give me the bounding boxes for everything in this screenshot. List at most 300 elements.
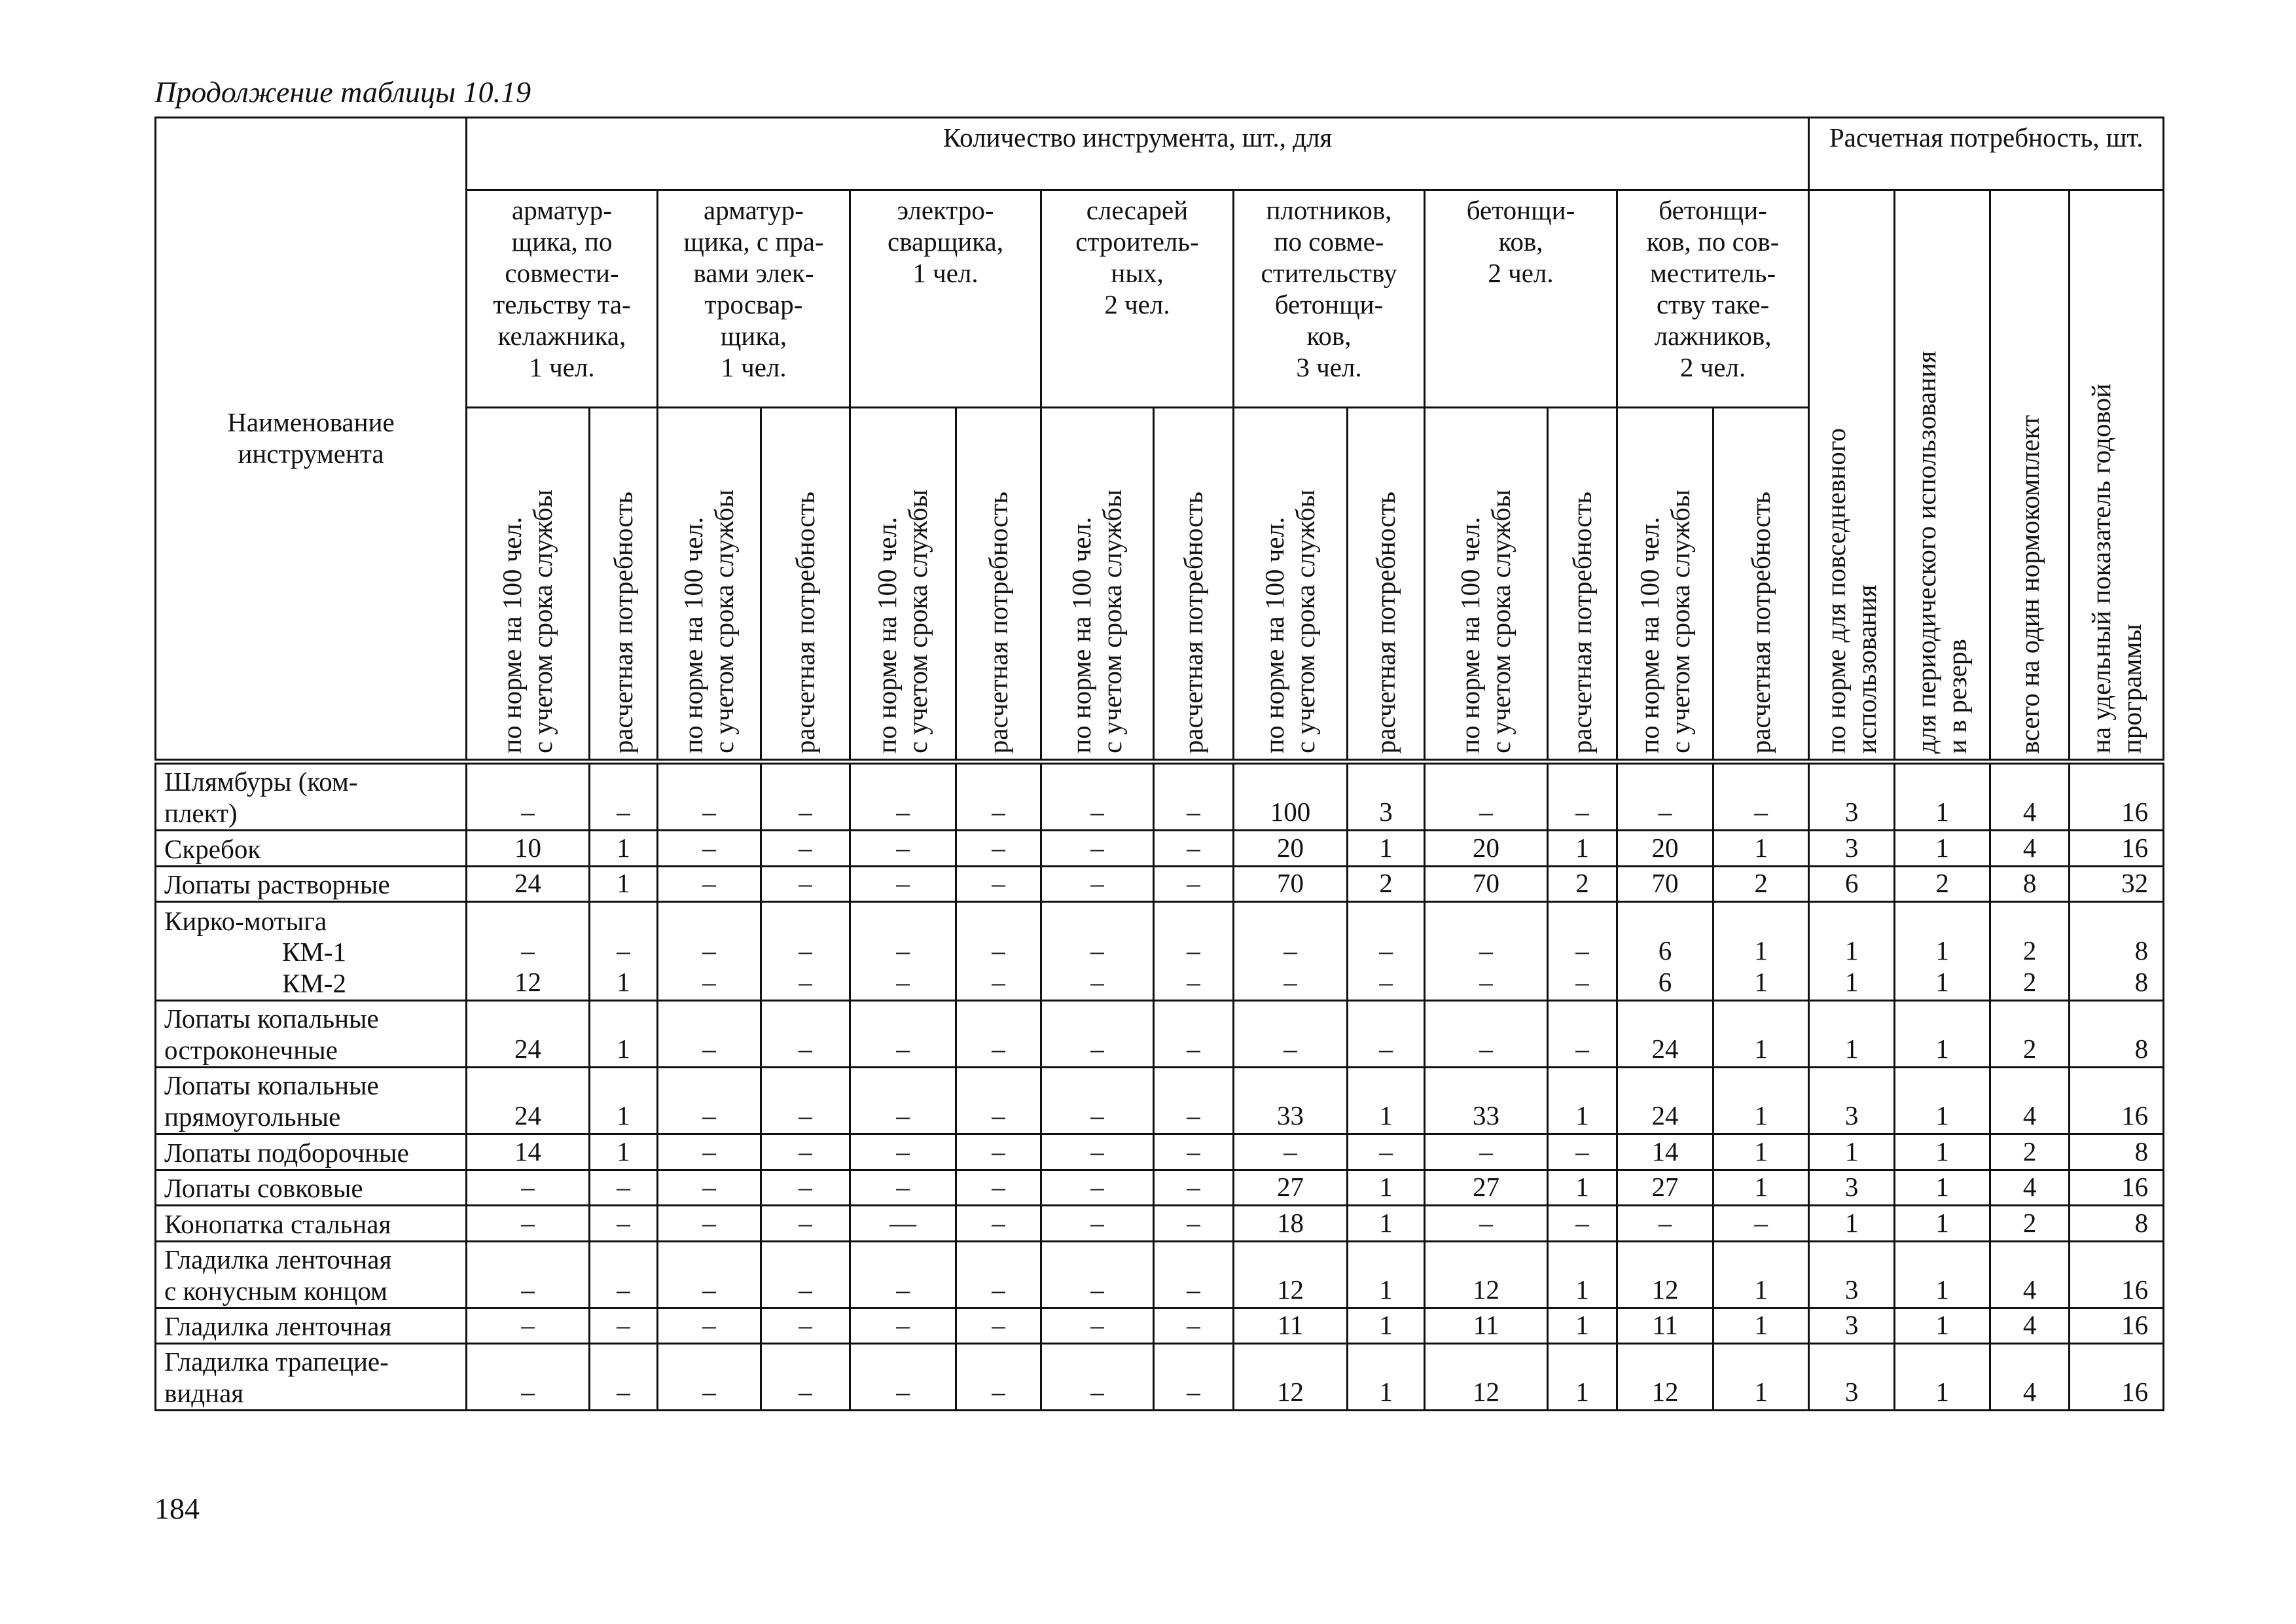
value-cell: – (1154, 1308, 1234, 1344)
value-cell: – (1425, 1206, 1548, 1242)
value-cell (658, 902, 761, 1001)
header-worker-1: арматур- щика, по совмести- тельству та- келажника, 1 чел. (467, 190, 658, 407)
subheader-need: расчетная потребность (761, 407, 850, 762)
value-cell: 1 (1713, 1241, 1809, 1308)
value-line: – (798, 935, 812, 966)
value-cell: – (956, 1134, 1041, 1170)
value-cell: 1 (1895, 1001, 1990, 1068)
value-cell: – (956, 1241, 1041, 1308)
value-cell: – (1154, 1170, 1234, 1206)
header-worker-6: бетонщи- ков, 2 чел. (1425, 190, 1617, 407)
tool-name-line: Конопатка стальная (164, 1208, 391, 1239)
value-cell: – (1041, 831, 1154, 867)
value-cell: 1 (590, 866, 658, 902)
value-cell: 1 (1548, 1308, 1617, 1344)
value-cell: 24 (467, 1068, 590, 1134)
subheader-norm: по норме на 100 чел. с учетом срока службы (658, 407, 761, 762)
header-need-total: всего на один нормокомплект (1990, 190, 2070, 762)
value-cell: – (761, 1241, 850, 1308)
tool-subname: КМ-1 (282, 937, 346, 967)
tool-name-line: Гладилка ленточная (164, 1244, 392, 1274)
value-line: 1 (1754, 967, 1768, 998)
table-row (156, 1068, 2164, 1134)
value-cell: 70 (1617, 866, 1713, 902)
value-cell: – (1041, 1308, 1154, 1344)
value-cell: – (850, 1001, 956, 1068)
table-row (156, 902, 2164, 1001)
value-line: – (1090, 967, 1104, 998)
value-line: – (992, 935, 1005, 966)
value-cell: 8 (2070, 1206, 2164, 1242)
value-cell: 2 (1713, 866, 1809, 902)
value-cell: – (850, 866, 956, 902)
value-cell: 2 (1548, 866, 1617, 902)
value-cell: 4 (1990, 1241, 2070, 1308)
header-worker-7: бетонщи- ков, по сов- меститель- ству таке- лажников, 2 чел. (1617, 190, 1809, 407)
value-line: 1 (1935, 967, 1949, 998)
value-cell (1809, 902, 1895, 1001)
value-cell: – (1041, 1344, 1154, 1411)
value-cell: – (658, 1170, 761, 1206)
tool-name (156, 1068, 467, 1134)
table-row (156, 1001, 2164, 1068)
value-cell: 11 (1234, 1308, 1348, 1344)
value-cell (467, 902, 590, 1001)
value-cell: 1 (1713, 1170, 1809, 1206)
subheader-norm: по норме на 100 чел. с учетом срока службы (1041, 407, 1154, 762)
value-line: – (1283, 935, 1297, 966)
value-cell: – (1425, 1134, 1548, 1170)
value-cell: – (850, 1344, 956, 1411)
value-cell (1895, 902, 1990, 1001)
value-cell: – (1041, 1134, 1154, 1170)
value-cell: 3 (1809, 1308, 1895, 1344)
value-cell: 1 (1348, 1206, 1425, 1242)
value-line: 1 (1844, 967, 1859, 998)
value-cell: 70 (1425, 866, 1548, 902)
value-cell: 3 (1809, 1241, 1895, 1308)
header-need-group: Расчетная потребность, шт. (1809, 118, 2164, 190)
value-line: – (1090, 935, 1104, 966)
value-cell: – (1425, 762, 1548, 831)
value-cell: 27 (1425, 1170, 1548, 1206)
value-cell: – (467, 1344, 590, 1411)
table-row (156, 866, 2164, 902)
header-worker-2: арматур- щика, с пра- вами элек- тросвар- щика, 1 чел. (658, 190, 850, 407)
value-cell: – (1617, 1206, 1713, 1242)
value-cell: 10 (467, 831, 590, 867)
header-worker-3: электро- сварщика, 1 чел. (850, 190, 1041, 407)
value-cell: – (850, 1241, 956, 1308)
value-cell: 1 (1895, 1134, 1990, 1170)
value-cell: – (761, 1308, 850, 1344)
value-cell: 14 (467, 1134, 590, 1170)
value-line: 8 (2134, 935, 2149, 966)
value-cell: – (1154, 1001, 1234, 1068)
value-line: 6 (1658, 935, 1672, 966)
value-cell: 8 (2070, 1001, 2164, 1068)
value-cell: 1 (1713, 1344, 1809, 1411)
value-cell: – (850, 1068, 956, 1134)
value-cell: – (658, 1241, 761, 1308)
value-cell: 1 (590, 831, 658, 867)
value-cell: – (1154, 1068, 1234, 1134)
tool-name-line: плект) (164, 798, 238, 829)
subheader-norm: по норме на 100 чел. с учетом срока службы (1234, 407, 1348, 762)
subheader-need: расчетная потребность (1154, 407, 1234, 762)
value-cell: – (658, 866, 761, 902)
value-cell: – (658, 1344, 761, 1411)
value-cell: – (850, 762, 956, 831)
value-cell: – (761, 831, 850, 867)
value-cell: 1 (1548, 1344, 1617, 1411)
value-cell: – (467, 1241, 590, 1308)
value-cell: 1 (1348, 1170, 1425, 1206)
tools-table (154, 117, 2164, 1411)
value-cell: 16 (2070, 831, 2164, 867)
tool-name-line: Скребок (164, 833, 261, 864)
table-row (156, 1241, 2164, 1308)
tool-name-line: с конусным концом (164, 1275, 387, 1306)
subheader-norm: по норме на 100 чел. с учетом срока службы (850, 407, 956, 762)
tool-name (156, 1344, 467, 1411)
value-cell: – (1154, 762, 1234, 831)
value-line: – (1283, 967, 1297, 998)
value-cell: 2 (1990, 1134, 2070, 1170)
header-need-annual: на удельный показатель годовой программы (2070, 190, 2164, 762)
value-cell: – (590, 762, 658, 831)
value-cell: 1 (590, 1134, 658, 1170)
value-cell: – (1548, 762, 1617, 831)
value-line: – (1479, 967, 1493, 998)
value-line: 8 (2134, 967, 2149, 998)
value-cell: – (1041, 1170, 1154, 1206)
value-line: – (798, 967, 812, 998)
value-cell: 1 (1348, 1344, 1425, 1411)
value-cell: 4 (1990, 1308, 2070, 1344)
tool-subname: КМ-2 (282, 968, 346, 999)
value-cell: 1 (1895, 1308, 1990, 1344)
value-cell: – (658, 762, 761, 831)
header-name-col: Наименование инструмента (156, 118, 467, 762)
value-cell (1234, 902, 1348, 1001)
value-cell: – (1041, 1241, 1154, 1308)
value-cell: 1 (1348, 1068, 1425, 1134)
value-line: 1 (1844, 935, 1859, 966)
value-cell: 1 (1348, 1241, 1425, 1308)
value-cell: 1 (1713, 831, 1809, 867)
value-cell: 14 (1617, 1134, 1713, 1170)
value-cell: — (850, 1206, 956, 1242)
value-cell: 24 (467, 866, 590, 902)
value-cell: 4 (1990, 1344, 2070, 1411)
tool-name-line: Лопаты совковые (164, 1173, 363, 1204)
page-number: 184 (154, 1492, 200, 1525)
value-line: 2 (2022, 935, 2037, 966)
value-cell: – (1348, 1001, 1425, 1068)
value-cell: 33 (1234, 1068, 1348, 1134)
subheader-need: расчетная потребность (956, 407, 1041, 762)
value-cell (1348, 902, 1425, 1001)
value-cell: – (467, 762, 590, 831)
subheader-norm: по норме на 100 чел. с учетом срока службы (1425, 407, 1548, 762)
value-cell: – (1154, 1241, 1234, 1308)
table-row (156, 762, 2164, 831)
value-cell: 20 (1234, 831, 1348, 867)
value-cell: – (850, 831, 956, 867)
value-cell: 12 (1617, 1344, 1713, 1411)
tool-name-line: Лопаты копальные (164, 1070, 379, 1101)
value-cell: 33 (1425, 1068, 1548, 1134)
value-cell: – (590, 1344, 658, 1411)
header-need-periodic: для периодического использования и в резерв (1895, 190, 1990, 762)
value-line: 1 (1754, 935, 1768, 966)
value-cell: 1 (1895, 762, 1990, 831)
value-cell: – (590, 1241, 658, 1308)
value-cell: – (761, 1068, 850, 1134)
value-cell: – (761, 1170, 850, 1206)
value-cell: 1 (1548, 831, 1617, 867)
value-cell: – (1154, 1206, 1234, 1242)
value-cell: 1 (1809, 1134, 1895, 1170)
value-cell: 12 (1617, 1241, 1713, 1308)
value-cell: 3 (1809, 1170, 1895, 1206)
value-cell: 3 (1809, 762, 1895, 831)
value-cell: – (956, 1001, 1041, 1068)
value-cell: – (658, 1001, 761, 1068)
value-cell (1425, 902, 1548, 1001)
value-cell: – (1425, 1001, 1548, 1068)
tool-name (156, 902, 467, 1001)
value-cell: – (956, 1308, 1041, 1344)
value-cell: 1 (1895, 1241, 1990, 1308)
value-cell: – (1713, 762, 1809, 831)
tool-name (156, 1001, 467, 1068)
value-cell: 1 (1548, 1068, 1617, 1134)
value-cell: – (761, 1134, 850, 1170)
value-cell: – (956, 1170, 1041, 1206)
value-cell: 8 (1990, 866, 2070, 902)
value-cell: 3 (1809, 1068, 1895, 1134)
value-line: – (992, 967, 1005, 998)
value-cell: 18 (1234, 1206, 1348, 1242)
value-line: 12 (514, 967, 541, 998)
value-cell: – (1041, 1206, 1154, 1242)
value-cell: – (761, 1206, 850, 1242)
value-cell: 2 (1895, 866, 1990, 902)
value-line: 1 (617, 967, 630, 998)
value-cell: – (658, 1068, 761, 1134)
value-cell: – (467, 1308, 590, 1344)
tool-name-line: остроконечные (164, 1035, 338, 1066)
value-cell: – (1154, 1134, 1234, 1170)
value-cell: – (956, 866, 1041, 902)
value-cell: 1 (1895, 1068, 1990, 1134)
value-cell: – (1154, 1344, 1234, 1411)
value-cell: 12 (1234, 1344, 1348, 1411)
value-cell: 20 (1425, 831, 1548, 867)
value-cell: 24 (1617, 1068, 1713, 1134)
value-cell: 16 (2070, 1068, 2164, 1134)
value-cell: 2 (1990, 1206, 2070, 1242)
table-row (156, 831, 2164, 867)
value-cell: – (761, 762, 850, 831)
value-cell: 3 (1809, 831, 1895, 867)
value-cell (1713, 902, 1809, 1001)
value-cell: 16 (2070, 1344, 2164, 1411)
value-cell: – (956, 1344, 1041, 1411)
value-cell: 1 (1713, 1308, 1809, 1344)
value-cell: 4 (1990, 1068, 2070, 1134)
value-cell: – (761, 1344, 850, 1411)
value-cell: 24 (1617, 1001, 1713, 1068)
value-cell: – (1234, 1001, 1348, 1068)
table-row (156, 1206, 2164, 1242)
value-line: 1 (1935, 935, 1949, 966)
tool-name-line: Гладилка ленточная (164, 1311, 392, 1342)
value-cell: 1 (1548, 1170, 1617, 1206)
value-cell: 16 (2070, 1241, 2164, 1308)
value-cell: 1 (1713, 1068, 1809, 1134)
value-line: – (702, 935, 716, 966)
value-line: – (1479, 935, 1493, 966)
value-cell: 32 (2070, 866, 2164, 902)
value-cell: – (956, 762, 1041, 831)
value-cell: – (590, 1206, 658, 1242)
value-cell: 2 (1348, 866, 1425, 902)
subheader-need: расчетная потребность (1348, 407, 1425, 762)
value-line: – (896, 935, 910, 966)
value-cell: – (850, 1170, 956, 1206)
value-cell: 12 (1234, 1241, 1348, 1308)
value-cell: – (956, 831, 1041, 867)
value-cell: – (761, 1001, 850, 1068)
value-cell: 4 (1990, 1170, 2070, 1206)
value-cell (1548, 902, 1617, 1001)
value-cell: 1 (1895, 1170, 1990, 1206)
value-cell: 12 (1425, 1344, 1548, 1411)
value-cell: 1 (1809, 1001, 1895, 1068)
value-cell: – (1154, 831, 1234, 867)
value-cell: 1 (1809, 1206, 1895, 1242)
value-cell: – (467, 1206, 590, 1242)
value-cell: 1 (1548, 1241, 1617, 1308)
value-cell: – (1548, 1206, 1617, 1242)
value-cell (1617, 902, 1713, 1001)
value-cell: 1 (1895, 1206, 1990, 1242)
value-cell: 16 (2070, 1308, 2164, 1344)
value-line: – (702, 967, 716, 998)
value-cell: – (761, 866, 850, 902)
value-cell: 4 (1990, 831, 2070, 867)
value-cell: 24 (467, 1001, 590, 1068)
value-cell: 6 (1809, 866, 1895, 902)
value-cell: 27 (1617, 1170, 1713, 1206)
tool-name-line: Шлямбуры (ком- (164, 767, 358, 797)
table-row (156, 1344, 2164, 1411)
tool-name-line: Лопаты копальные (164, 1003, 379, 1034)
value-cell: – (1041, 1068, 1154, 1134)
value-cell (761, 902, 850, 1001)
value-line: – (521, 935, 535, 966)
tool-name-line: прямоугольные (164, 1102, 341, 1132)
value-cell: 3 (1809, 1344, 1895, 1411)
value-cell: 11 (1617, 1308, 1713, 1344)
value-cell: – (1041, 866, 1154, 902)
value-cell: 3 (1348, 762, 1425, 831)
value-cell: – (956, 1068, 1041, 1134)
header-need-daily: по норме для повседневного использования (1809, 190, 1895, 762)
tool-name (156, 1170, 467, 1206)
tool-name (156, 831, 467, 867)
value-cell: 12 (1425, 1241, 1548, 1308)
value-cell: – (1348, 1134, 1425, 1170)
value-line: – (1187, 967, 1200, 998)
value-cell: – (467, 1170, 590, 1206)
value-cell: 1 (1348, 831, 1425, 867)
value-cell (956, 902, 1041, 1001)
subheader-need: расчетная потребность (1548, 407, 1617, 762)
value-cell: 70 (1234, 866, 1348, 902)
value-cell (1154, 902, 1234, 1001)
table-caption: Продолжение таблицы 10.19 (154, 75, 531, 109)
tool-name-line: Лопаты растворные (164, 869, 390, 900)
value-cell: – (658, 1308, 761, 1344)
value-cell (1041, 902, 1154, 1001)
value-cell: – (658, 1134, 761, 1170)
value-cell: – (1548, 1134, 1617, 1170)
value-cell: 1 (590, 1068, 658, 1134)
value-line: – (1575, 935, 1589, 966)
value-cell: – (1154, 866, 1234, 902)
value-cell: 1 (1713, 1001, 1809, 1068)
value-cell: – (850, 1308, 956, 1344)
value-cell: – (658, 1206, 761, 1242)
value-line: – (1187, 935, 1200, 966)
value-cell: – (590, 1170, 658, 1206)
value-cell: 16 (2070, 762, 2164, 831)
value-cell: 11 (1425, 1308, 1548, 1344)
value-line: – (1379, 967, 1393, 998)
value-line: – (1575, 967, 1589, 998)
value-cell: 1 (1895, 831, 1990, 867)
tool-name (156, 866, 467, 902)
value-line: – (617, 935, 630, 966)
subheader-need: расчетная потребность (1713, 407, 1809, 762)
value-cell: – (658, 831, 761, 867)
value-cell: – (956, 1206, 1041, 1242)
value-cell: 2 (1990, 1001, 2070, 1068)
tool-name (156, 1308, 467, 1344)
value-cell: 1 (1713, 1134, 1809, 1170)
table-row (156, 1308, 2164, 1344)
value-cell: 4 (1990, 762, 2070, 831)
value-cell: 8 (2070, 1134, 2164, 1170)
value-line: – (1379, 935, 1393, 966)
tool-name-line: Лопаты подборочные (164, 1137, 409, 1168)
value-cell: – (590, 1308, 658, 1344)
value-cell (850, 902, 956, 1001)
value-cell: – (1234, 1134, 1348, 1170)
value-line: – (896, 967, 910, 998)
tool-name-line: Кирко-мотыга (164, 905, 327, 936)
tool-name-line: Гладилка трапецие- (164, 1346, 389, 1377)
subheader-norm: по норме на 100 чел. с учетом срока службы (1617, 407, 1713, 762)
value-cell: 20 (1617, 831, 1713, 867)
value-cell: – (1713, 1206, 1809, 1242)
value-cell (2070, 902, 2164, 1001)
tool-name (156, 762, 467, 831)
